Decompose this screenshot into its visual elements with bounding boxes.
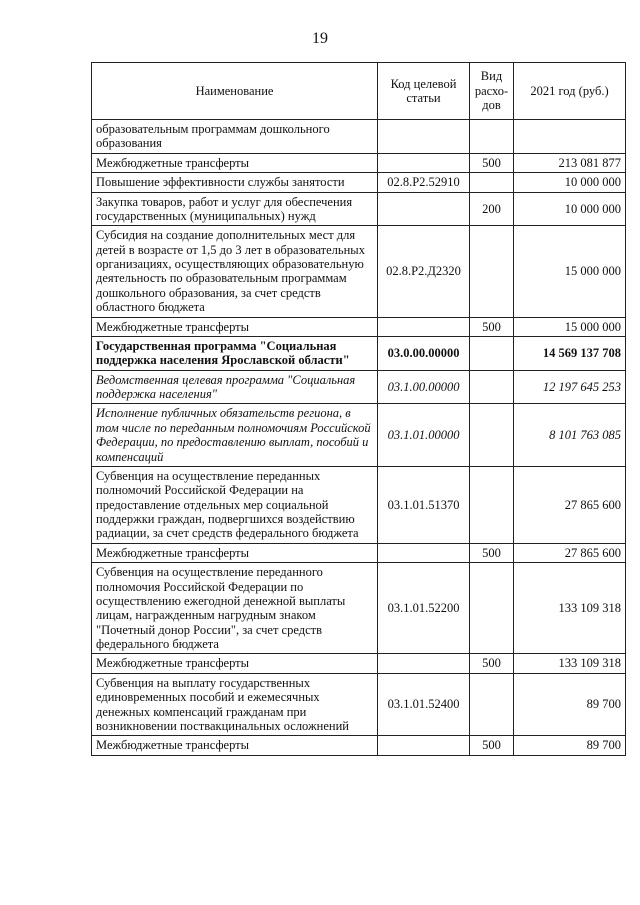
row-sum: 10 000 000 bbox=[514, 173, 626, 192]
row-name: Государственная программа "Социальная поддержка населения Ярославской области" bbox=[92, 336, 378, 370]
row-kind bbox=[470, 336, 514, 370]
row-code: 02.8.Р2.52910 bbox=[378, 173, 470, 192]
row-code bbox=[378, 120, 470, 154]
row-kind: 500 bbox=[470, 317, 514, 336]
row-sum: 14 569 137 708 bbox=[514, 336, 626, 370]
table-row bbox=[92, 192, 626, 226]
table-row bbox=[92, 173, 626, 192]
row-name: Повышение эффективности службы занятости bbox=[92, 173, 378, 192]
table-row-subprogram bbox=[92, 404, 626, 467]
table-row bbox=[92, 673, 626, 736]
row-kind bbox=[470, 226, 514, 317]
row-code: 03.1.01.52400 bbox=[378, 673, 470, 736]
row-kind: 500 bbox=[470, 543, 514, 562]
row-sum: 8 101 763 085 bbox=[514, 404, 626, 467]
table-row bbox=[92, 153, 626, 172]
row-kind bbox=[470, 673, 514, 736]
row-code bbox=[378, 317, 470, 336]
row-kind bbox=[470, 563, 514, 654]
row-sum: 15 000 000 bbox=[514, 226, 626, 317]
row-code: 03.1.01.52200 bbox=[378, 563, 470, 654]
row-name: Субвенция на выплату государственных единовременных пособий и ежемесячных денежных компенсаций гражданам при возникновении поствакцинальных осложнений bbox=[92, 673, 378, 736]
row-code bbox=[378, 654, 470, 673]
row-sum: 213 081 877 bbox=[514, 153, 626, 172]
table-row bbox=[92, 466, 626, 543]
budget-table bbox=[91, 62, 626, 756]
row-kind: 200 bbox=[470, 192, 514, 226]
table-row bbox=[92, 226, 626, 317]
header-name: Наименование bbox=[92, 63, 378, 120]
row-code: 03.1.01.51370 bbox=[378, 466, 470, 543]
row-name: Ведомственная целевая программа "Социальная поддержка населения" bbox=[92, 370, 378, 404]
table-row bbox=[92, 736, 626, 755]
row-name: Межбюджетные трансферты bbox=[92, 317, 378, 336]
table-row bbox=[92, 120, 626, 154]
row-name: Исполнение публичных обязательств региона, в том числе по переданным полномочиям Российской Федерации, по предоставлению выплат, пособий и компенсаций bbox=[92, 404, 378, 467]
row-code bbox=[378, 736, 470, 755]
row-code: 03.0.00.00000 bbox=[378, 336, 470, 370]
row-sum: 12 197 645 253 bbox=[514, 370, 626, 404]
header-sum: 2021 год (руб.) bbox=[514, 63, 626, 120]
row-name: Субвенция на осуществление переданных полномочий Российской Федерации на предоставление отдельных мер социальной поддержки граждан, подвергшихся воздействию радиации, за счет средств федерального бюджета bbox=[92, 466, 378, 543]
table-row bbox=[92, 563, 626, 654]
row-kind: 500 bbox=[470, 736, 514, 755]
row-code bbox=[378, 153, 470, 172]
row-sum: 10 000 000 bbox=[514, 192, 626, 226]
header-kind: Вид расхо-дов bbox=[470, 63, 514, 120]
table-row bbox=[92, 543, 626, 562]
row-sum: 27 865 600 bbox=[514, 543, 626, 562]
header-code: Код целевой статьи bbox=[378, 63, 470, 120]
row-kind bbox=[470, 466, 514, 543]
table-row-subprogram bbox=[92, 370, 626, 404]
row-code bbox=[378, 192, 470, 226]
row-code bbox=[378, 543, 470, 562]
row-sum: 89 700 bbox=[514, 673, 626, 736]
row-name: Субвенция на осуществление переданного полномочия Российской Федерации по осуществлению ежегодной денежной выплаты лицам, награжденным нагрудным знаком "Почетный донор России", за счет средств федерального бюджета bbox=[92, 563, 378, 654]
row-name: Межбюджетные трансферты bbox=[92, 736, 378, 755]
row-sum: 133 109 318 bbox=[514, 654, 626, 673]
row-sum: 15 000 000 bbox=[514, 317, 626, 336]
table-header-row bbox=[92, 63, 626, 120]
row-name: образовательным программам дошкольного образования bbox=[92, 120, 378, 154]
table-row bbox=[92, 654, 626, 673]
row-kind: 500 bbox=[470, 654, 514, 673]
row-sum: 27 865 600 bbox=[514, 466, 626, 543]
row-kind bbox=[470, 173, 514, 192]
row-name: Межбюджетные трансферты bbox=[92, 543, 378, 562]
row-name: Закупка товаров, работ и услуг для обеспечения государственных (муниципальных) нужд bbox=[92, 192, 378, 226]
row-sum: 89 700 bbox=[514, 736, 626, 755]
row-kind bbox=[470, 370, 514, 404]
table-row bbox=[92, 317, 626, 336]
row-name: Субсидия на создание дополнительных мест для детей в возрасте от 1,5 до 3 лет в образовательных организациях, осуществляющих образовательную деятельность по образовательным программам дошкольного образования, за счет средств областного бюджета bbox=[92, 226, 378, 317]
row-name: Межбюджетные трансферты bbox=[92, 153, 378, 172]
row-sum: 133 109 318 bbox=[514, 563, 626, 654]
row-kind bbox=[470, 120, 514, 154]
page-number: 19 bbox=[312, 30, 328, 47]
row-name: Межбюджетные трансферты bbox=[92, 654, 378, 673]
row-code: 02.8.Р2.Д2320 bbox=[378, 226, 470, 317]
table-row-program bbox=[92, 336, 626, 370]
row-code: 03.1.01.00000 bbox=[378, 404, 470, 467]
row-code: 03.1.00.00000 bbox=[378, 370, 470, 404]
row-kind: 500 bbox=[470, 153, 514, 172]
row-kind bbox=[470, 404, 514, 467]
row-sum bbox=[514, 120, 626, 154]
